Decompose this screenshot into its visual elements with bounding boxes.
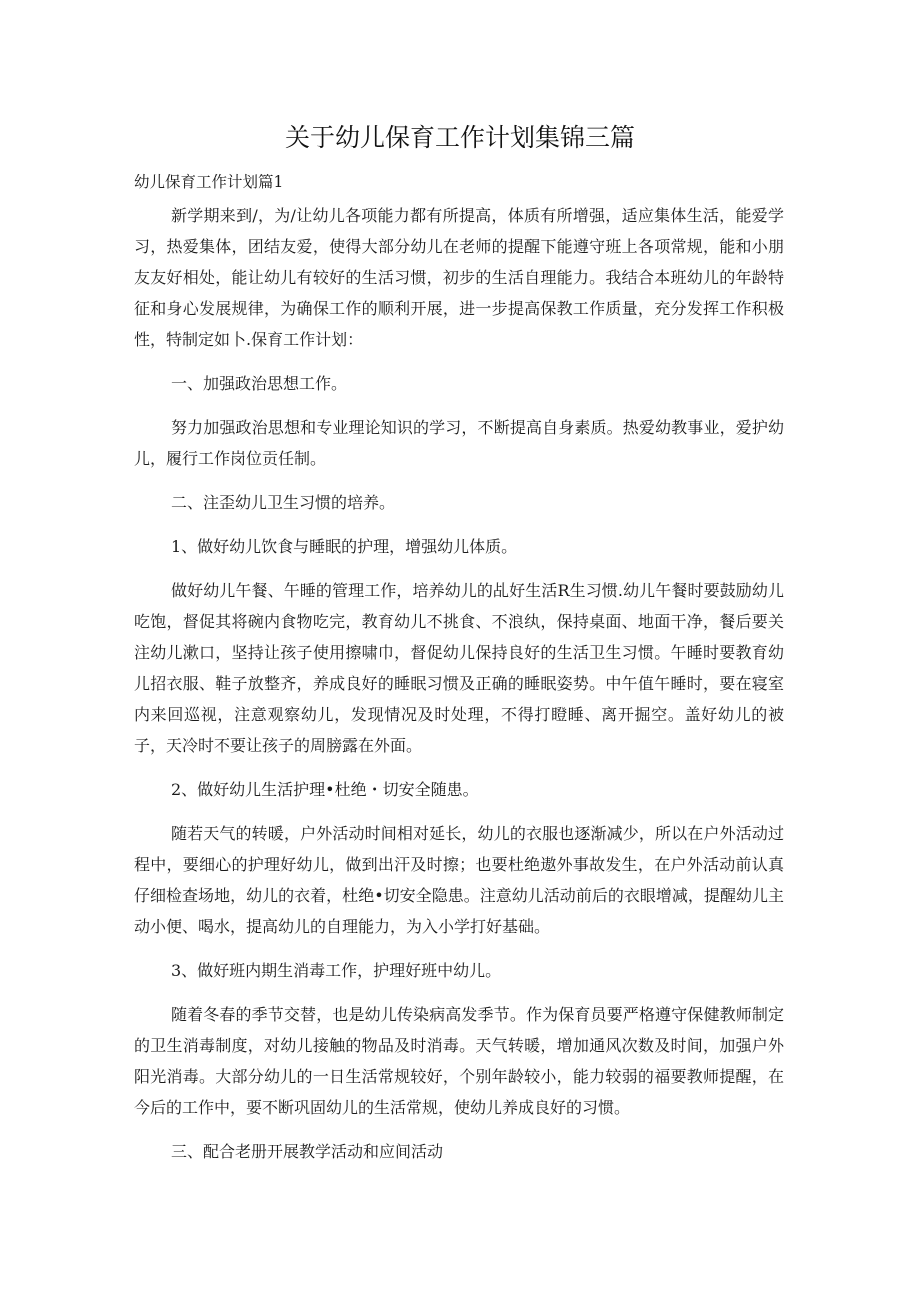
paragraph-item-3: 随着冬春的季节交替，也是幼儿传染病高发季节。作为保育员要严格遵守保健教师制定的卫生消毒制度，对幼儿接触的物品及时消毒。天气转暖，增加通风次数及时间，加强户外阳光消毒。大部分幼儿的一日生活常规较好，个别年龄较小，能力较弱的福要教师提醒，在今后的工作中，要不断巩固幼儿的生活常规，使幼儿养成良好的习惯。 [134, 1005, 784, 1117]
heading-section-3: 三、配合老册开展教学活动和应间活动 [171, 1142, 444, 1161]
heading-section-2: 二、注歪幼儿卫生习惯的培养。 [171, 493, 396, 512]
heading-item-2: 2、做好幼儿生活护理•杜绝・切安全随患。 [171, 780, 479, 799]
document-body [134, 200, 784, 1167]
heading-section-1: 一、加强政治思想工作。 [171, 374, 348, 393]
section-heading: 幼儿保育工作计划篇1 [134, 173, 284, 191]
paragraph-intro: 新学期来到/，为/让幼儿各项能力都有所提高，体质有所增强，适应集体生活，能爱学习，热爱集体，团结友爱，使得大部分幼儿在老师的提醒下能遵守班上各项常规，能和小朋友友好相处，能让幼儿有较好的生活习惯，初步的生活自理能力。我结合本班幼儿的年龄特征和身心发展规律，为确保工作的顺利开展，进一步提高保教工作质量，充分发挥工作积极性，特制定如卜.保育工作计划： [134, 206, 784, 349]
paragraph-item-2: 随若天气的转暖，户外活动时间相对延长，幼儿的衣服也逐渐减少，所以在户外活动过程中，要细心的护理好幼儿，做到出汗及时擦；也要杜绝遨外事故发生，在户外活动前认真仔细检查场地，幼儿的衣着，杜绝•切安全隐患。注意幼儿活动前后的衣眼增减，提醒幼儿主动小便、喝水，提高幼儿的自理能力，为入小学打好基础。 [134, 824, 784, 936]
heading-item-1: 1、做好幼儿饮食与睡眠的护理，增强幼儿体质。 [171, 537, 518, 556]
heading-item-3: 3、做好班内期生消毒工作，护理好班中幼儿。 [171, 961, 502, 980]
document-title: 关于幼儿保育工作计划集锦三篇 [284, 123, 635, 152]
paragraph-item-1: 做好幼儿午餐、午睡的管理工作，培养幼儿的乩好生活R生习惯.幼儿午餐时要鼓励幼儿吃饱，督促其将碗内食物吃完，教育幼儿不挑食、不浪纨，保持桌面、地面干净，餐后要关注幼儿漱口，坚持让孩子使用擦啸巾，督促幼儿保持良好的生活卫生习惯。午睡时要教育幼儿招衣服、鞋子放整齐，养成良好的睡眠习惯及正确的睡眠姿势。中午值午睡时，要在寝室内来回巡视，注意观察幼儿，发现情况及时处理，不得打瞪睡、离开掘空。盖好幼儿的被子，天冷时不要让孩子的周膀露在外面。 [134, 581, 784, 755]
paragraph-section-1: 努力加强政治思想和专业理论知识的学习，不断提高自身素质。热爱幼教事业，爱护幼儿，履行工作岗位贡任制。 [134, 418, 784, 468]
